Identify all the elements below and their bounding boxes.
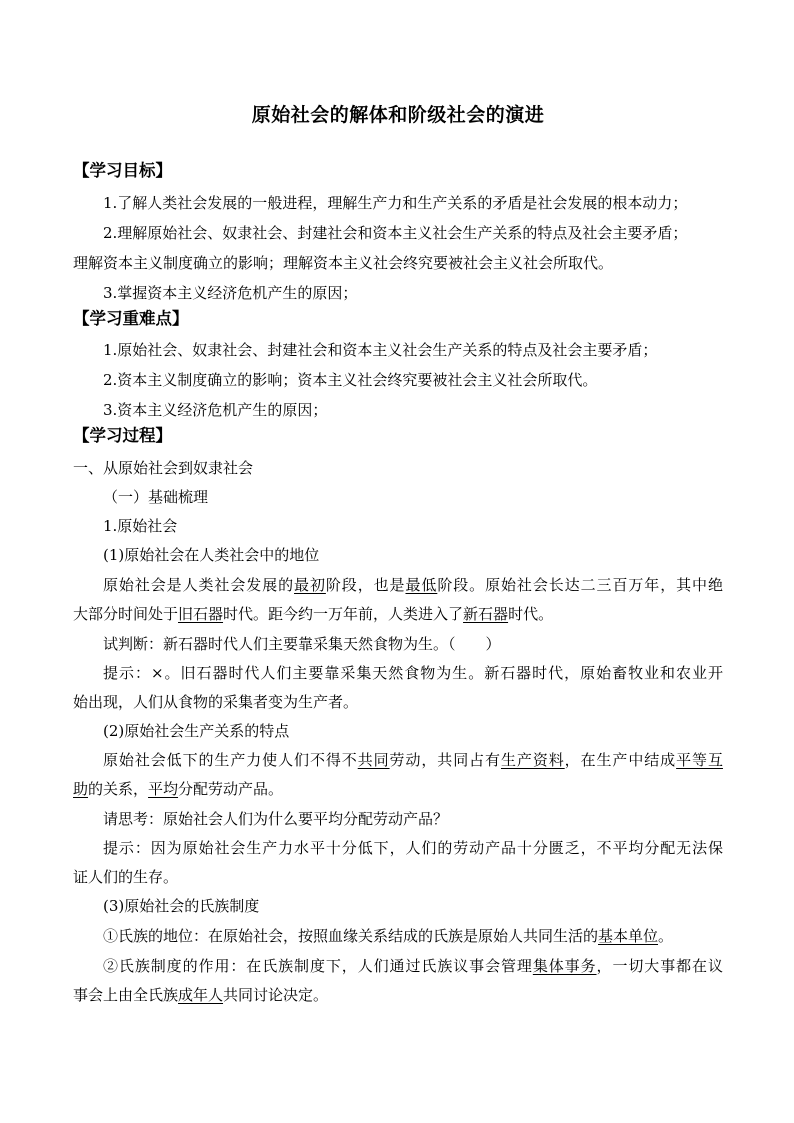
question-heading: (2)原始社会生产关系的特点 [103, 722, 290, 740]
underlined-answer: 新石器 [463, 605, 509, 623]
underlined-answer: 最低 [405, 576, 438, 594]
section-heading-process: 【学习过程】 [73, 426, 172, 445]
underlined-answer: 最初 [294, 576, 326, 594]
goal-item: 2.理解原始社会、奴隶社会、封建社会和资本主义社会生产关系的特点及社会主要矛盾； [103, 224, 688, 242]
underlined-answer: 生产资料 [500, 751, 565, 769]
question-heading: (3)原始社会的氏族制度 [103, 897, 260, 915]
hint-line: 提示：×。旧石器时代人们主要靠采集天然食物为生。新石器时代，原始畜牧业和农业开 [103, 664, 723, 682]
judge-question: 试判断：新石器时代人们主要靠采集天然食物为生。（ ） [103, 635, 501, 653]
paragraph-line: 原始社会低下的生产力使人们不得不共同劳动，共同占有生产资料，在生产中结成平等互 [103, 751, 723, 769]
hint-line: 提示：因为原始社会生产力水平十分低下，人们的劳动产品十分匮乏，不平均分配无法保 [103, 839, 723, 857]
section-heading-goals: 【学习目标】 [73, 161, 172, 180]
page-title: 原始社会的解体和阶级社会的演进 [251, 104, 545, 126]
part-heading: 一、从原始社会到奴隶社会 [73, 459, 254, 477]
underlined-answer: 平等互 [676, 751, 723, 769]
think-question: 请思考：原始社会人们为什么要平均分配劳动产品？ [103, 810, 449, 828]
section-heading-key-points: 【学习重难点】 [73, 309, 189, 328]
item-heading: 1.原始社会 [103, 517, 178, 535]
sub-heading: （一）基础梳理 [103, 488, 209, 506]
hint-line: 始出现，人们从食物的采集者变为生产者。 [73, 693, 359, 711]
goal-item: 1.了解人类社会发展的一般进程，理解生产力和生产关系的矛盾是社会发展的根本动力； [103, 194, 688, 212]
underlined-answer: 平均 [148, 780, 179, 798]
paragraph-line: 事会上由全氏族成年人共同讨论决定。 [73, 986, 329, 1004]
key-point-item: 2.资本主义制度确立的影响；资本主义社会终究要被社会主义社会所取代。 [103, 371, 598, 389]
paragraph-line: 原始社会是人类社会发展的最初阶段，也是最低阶段。原始社会长达二三百万年，其中绝 [103, 576, 723, 594]
underlined-answer: 助 [73, 780, 89, 798]
underlined-answer: 集体事务 [532, 957, 597, 975]
goal-item: 3.掌握资本主义经济危机产生的原因； [103, 284, 358, 302]
paragraph-line: 大部分时间处于旧石器时代。距今约一万年前，人类进入了新石器时代。 [73, 605, 554, 623]
question-heading: (1)原始社会在人类社会中的地位 [103, 546, 320, 564]
paragraph-line: ②氏族制度的作用：在氏族制度下，人们通过氏族议事会管理集体事务，一切大事都在议 [103, 957, 723, 975]
underlined-answer: 成年人 [178, 986, 224, 1004]
paragraph-line: 助的关系，平均分配劳动产品。 [73, 780, 284, 798]
underlined-answer: 旧石器 [178, 605, 224, 623]
key-point-item: 1.原始社会、奴隶社会、封建社会和资本主义社会生产关系的特点及社会主要矛盾； [103, 341, 658, 359]
goal-item-continued: 理解资本主义制度确立的影响；理解资本主义社会终究要被社会主义社会所取代。 [73, 254, 614, 272]
hint-line: 证人们的生存。 [73, 868, 179, 886]
paragraph-line: ①氏族的地位：在原始社会，按照血缘关系结成的氏族是原始人共同生活的基本单位。 [103, 927, 674, 945]
key-point-item: 3.资本主义经济危机产生的原因； [103, 401, 328, 419]
underlined-answer: 共同 [357, 751, 390, 769]
underlined-answer: 基本单位 [598, 927, 659, 945]
